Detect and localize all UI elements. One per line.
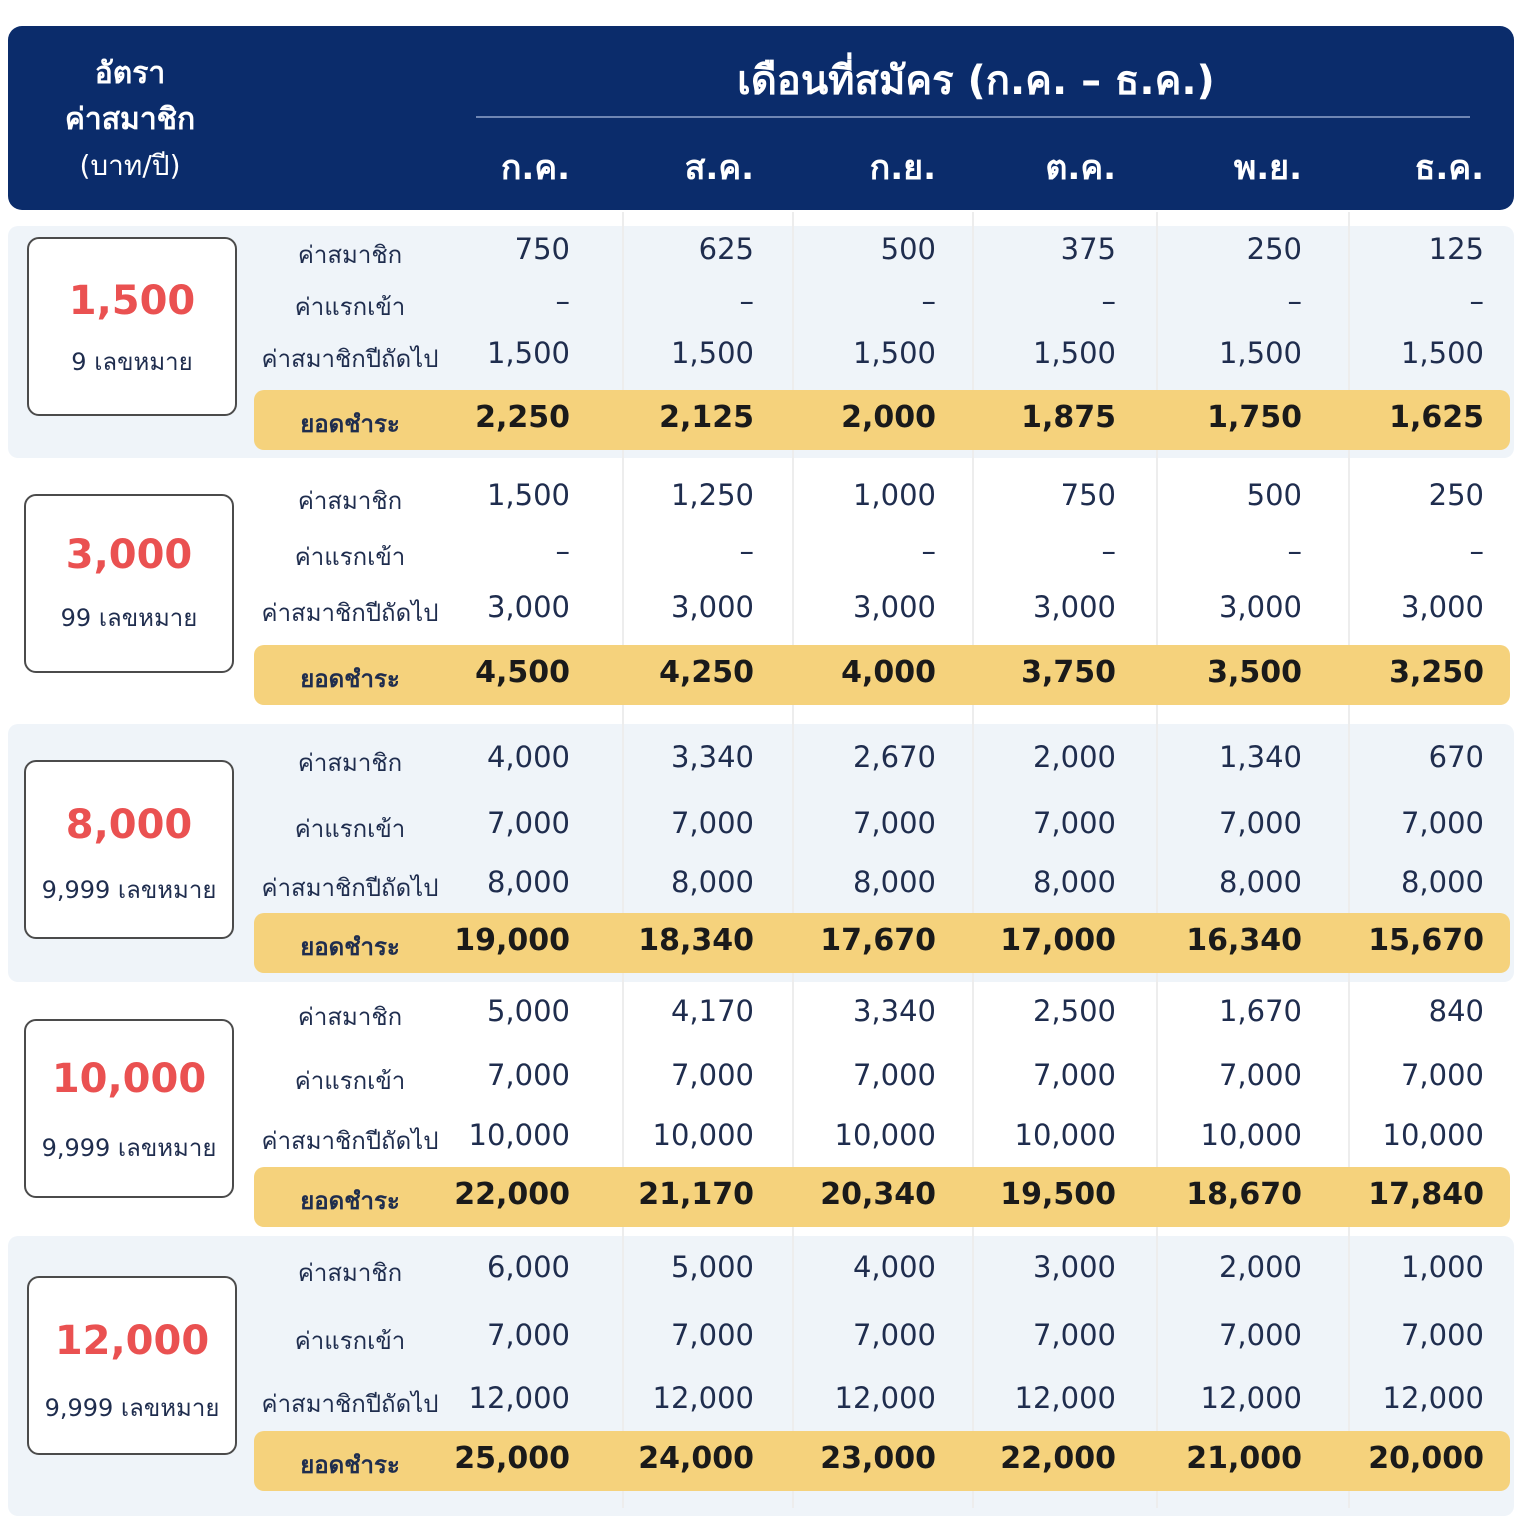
cell-next-year: 12,000 (468, 1381, 570, 1415)
cell-entry: – (555, 534, 570, 568)
cell-next-year: 3,000 (486, 590, 570, 624)
cell-next-year: 8,000 (1400, 865, 1484, 899)
cell-fee: 670 (1428, 740, 1484, 774)
cell-entry: 7,000 (670, 1058, 754, 1092)
number-count: 9,999 เลขหมาย (44, 1394, 220, 1422)
cell-entry: – (921, 284, 936, 318)
row-label-entry: ค่าแรกเข้า (294, 1067, 406, 1095)
cell-next-year: 1,500 (852, 336, 936, 370)
cell-fee: 625 (698, 232, 754, 266)
cell-total: 20,340 (820, 1177, 936, 1212)
row-label-fee: ค่าสมาชิก (297, 1003, 403, 1031)
cell-total: 17,000 (1000, 923, 1116, 958)
cell-entry: 7,000 (852, 806, 936, 840)
rate-box (24, 760, 234, 939)
cell-entry: 7,000 (1400, 1058, 1484, 1092)
cell-fee: 4,170 (670, 994, 754, 1028)
cell-entry: 7,000 (670, 806, 754, 840)
row-label-total: ยอดชำระ (300, 1187, 400, 1215)
cell-entry: 7,000 (486, 1058, 570, 1092)
month-header: ก.ย. (869, 148, 936, 188)
cell-total: 20,000 (1368, 1441, 1484, 1476)
cell-fee: 1,340 (1218, 740, 1302, 774)
cell-next-year: 1,500 (486, 336, 570, 370)
rate-amount: 1,500 (68, 278, 196, 324)
cell-next-year: 8,000 (1032, 865, 1116, 899)
cell-total: 15,670 (1368, 923, 1484, 958)
cell-next-year: 3,000 (1400, 590, 1484, 624)
row-label-entry: ค่าแรกเข้า (294, 1327, 406, 1355)
cell-total: 1,625 (1389, 400, 1484, 435)
cell-entry: 7,000 (1400, 1318, 1484, 1352)
cell-fee: 3,340 (852, 994, 936, 1028)
cell-total: 18,670 (1186, 1177, 1302, 1212)
cell-entry: 7,000 (1032, 1318, 1116, 1352)
cell-next-year: 12,000 (1014, 1381, 1116, 1415)
rate-amount: 3,000 (65, 532, 193, 578)
header-divider (476, 116, 1470, 118)
cell-fee: 1,000 (1400, 1250, 1484, 1284)
cell-total: 23,000 (820, 1441, 936, 1476)
cell-next-year: 1,500 (1400, 336, 1484, 370)
cell-fee: 250 (1428, 478, 1484, 512)
cell-total: 17,670 (820, 923, 936, 958)
number-count: 9 เลขหมาย (71, 348, 193, 376)
cell-total: 2,250 (475, 400, 570, 435)
row-label-next-year: ค่าสมาชิกปีถัดไป (261, 345, 439, 373)
cell-fee: 1,500 (486, 478, 570, 512)
cell-next-year: 3,000 (852, 590, 936, 624)
cell-next-year: 8,000 (670, 865, 754, 899)
month-header: ต.ค. (1045, 148, 1116, 188)
number-count: 9,999 เลขหมาย (41, 1134, 217, 1162)
cell-next-year: 12,000 (1382, 1381, 1484, 1415)
cell-entry: 7,000 (1032, 1058, 1116, 1092)
cell-next-year: 1,500 (1032, 336, 1116, 370)
cell-next-year: 3,000 (1218, 590, 1302, 624)
cell-total: 4,500 (475, 655, 570, 690)
cell-fee: 6,000 (486, 1250, 570, 1284)
rate-amount: 10,000 (51, 1056, 207, 1102)
cell-next-year: 12,000 (834, 1381, 936, 1415)
cell-total: 16,340 (1186, 923, 1302, 958)
cell-entry: – (1469, 284, 1484, 318)
row-label-total: ยอดชำระ (300, 665, 400, 693)
cell-total: 22,000 (1000, 1441, 1116, 1476)
cell-entry: – (739, 284, 754, 318)
cell-total: 19,500 (1000, 1177, 1116, 1212)
cell-fee: 500 (880, 232, 936, 266)
cell-entry: 7,000 (1218, 806, 1302, 840)
cell-entry: 7,000 (1032, 806, 1116, 840)
cell-next-year: 10,000 (834, 1118, 936, 1152)
cell-fee: 2,000 (1032, 740, 1116, 774)
row-label-fee: ค่าสมาชิก (297, 241, 403, 269)
month-header: ธ.ค. (1414, 148, 1484, 188)
cell-total: 21,170 (638, 1177, 754, 1212)
cell-fee: 1,670 (1218, 994, 1302, 1028)
cell-total: 1,875 (1021, 400, 1116, 435)
rate-box (27, 237, 237, 416)
cell-total: 4,000 (841, 655, 936, 690)
row-label-entry: ค่าแรกเข้า (294, 293, 406, 321)
cell-next-year: 3,000 (670, 590, 754, 624)
cell-total: 3,500 (1207, 655, 1302, 690)
row-label-next-year: ค่าสมาชิกปีถัดไป (261, 1127, 439, 1155)
rate-box (27, 1276, 237, 1455)
row-label-next-year: ค่าสมาชิกปีถัดไป (261, 1390, 439, 1418)
cell-entry: – (1101, 284, 1116, 318)
cell-next-year: 8,000 (486, 865, 570, 899)
number-count: 99 เลขหมาย (60, 604, 198, 632)
row-label-entry: ค่าแรกเข้า (294, 543, 406, 571)
cell-fee: 750 (1060, 478, 1116, 512)
cell-next-year: 12,000 (1200, 1381, 1302, 1415)
cell-entry: – (1469, 534, 1484, 568)
cell-next-year: 10,000 (1014, 1118, 1116, 1152)
cell-total: 4,250 (659, 655, 754, 690)
cell-fee: 4,000 (486, 740, 570, 774)
cell-next-year: 10,000 (1200, 1118, 1302, 1152)
cell-entry: 7,000 (852, 1058, 936, 1092)
cell-entry: – (1287, 534, 1302, 568)
cell-fee: 1,250 (670, 478, 754, 512)
cell-fee: 3,000 (1032, 1250, 1116, 1284)
rate-box (24, 1019, 234, 1198)
cell-fee: 5,000 (486, 994, 570, 1028)
cell-total: 25,000 (454, 1441, 570, 1476)
cell-entry: 7,000 (670, 1318, 754, 1352)
row-label-total: ยอดชำระ (300, 1451, 400, 1479)
row-label-fee: ค่าสมาชิก (297, 1259, 403, 1287)
cell-fee: 5,000 (670, 1250, 754, 1284)
rate-amount: 12,000 (54, 1318, 210, 1364)
cell-total: 3,250 (1389, 655, 1484, 690)
row-label-entry: ค่าแรกเข้า (294, 815, 406, 843)
cell-entry: – (921, 534, 936, 568)
cell-entry: 7,000 (1218, 1058, 1302, 1092)
cell-fee: 2,000 (1218, 1250, 1302, 1284)
cell-total: 1,750 (1207, 400, 1302, 435)
number-count: 9,999 เลขหมาย (41, 876, 217, 904)
row-label-fee: ค่าสมาชิก (297, 487, 403, 515)
cell-fee: 375 (1060, 232, 1116, 266)
cell-fee: 125 (1428, 232, 1484, 266)
cell-fee: 750 (514, 232, 570, 266)
cell-entry: 7,000 (1400, 806, 1484, 840)
cell-total: 2,000 (841, 400, 936, 435)
rate-header-line2: ค่าสมาชิก (64, 102, 196, 137)
rate-box (24, 494, 234, 673)
cell-total: 18,340 (638, 923, 754, 958)
row-label-next-year: ค่าสมาชิกปีถัดไป (261, 599, 439, 627)
cell-entry: – (1287, 284, 1302, 318)
row-label-next-year: ค่าสมาชิกปีถัดไป (261, 874, 439, 902)
row-label-total: ยอดชำระ (300, 933, 400, 961)
cell-fee: 4,000 (852, 1250, 936, 1284)
cell-next-year: 1,500 (1218, 336, 1302, 370)
cell-next-year: 3,000 (1032, 590, 1116, 624)
cell-next-year: 10,000 (652, 1118, 754, 1152)
months-title: เดือนที่สมัคร (ก.ค. – ธ.ค.) (737, 58, 1215, 104)
cell-entry: – (1101, 534, 1116, 568)
cell-fee: 250 (1246, 232, 1302, 266)
rate-header-unit: (บาท/ปี) (79, 149, 181, 182)
cell-fee: 840 (1428, 994, 1484, 1028)
cell-fee: 500 (1246, 478, 1302, 512)
cell-fee: 2,500 (1032, 994, 1116, 1028)
cell-next-year: 8,000 (852, 865, 936, 899)
cell-total: 17,840 (1368, 1177, 1484, 1212)
cell-total: 21,000 (1186, 1441, 1302, 1476)
rate-header-line1: อัตรา (94, 56, 166, 91)
cell-entry: 7,000 (852, 1318, 936, 1352)
cell-entry: – (555, 284, 570, 318)
cell-total: 19,000 (454, 923, 570, 958)
month-header: ก.ค. (500, 148, 570, 188)
cell-next-year: 12,000 (652, 1381, 754, 1415)
cell-next-year: 10,000 (468, 1118, 570, 1152)
cell-total: 22,000 (454, 1177, 570, 1212)
cell-fee: 2,670 (852, 740, 936, 774)
cell-next-year: 1,500 (670, 336, 754, 370)
cell-total: 2,125 (659, 400, 754, 435)
cell-fee: 1,000 (852, 478, 936, 512)
cell-fee: 3,340 (670, 740, 754, 774)
row-label-fee: ค่าสมาชิก (297, 749, 403, 777)
cell-total: 24,000 (638, 1441, 754, 1476)
cell-next-year: 8,000 (1218, 865, 1302, 899)
cell-entry: 7,000 (486, 1318, 570, 1352)
row-label-total: ยอดชำระ (300, 410, 400, 438)
month-header: ส.ค. (684, 148, 754, 188)
rate-amount: 8,000 (65, 802, 193, 848)
cell-entry: 7,000 (486, 806, 570, 840)
month-header: พ.ย. (1233, 148, 1302, 188)
cell-next-year: 10,000 (1382, 1118, 1484, 1152)
cell-total: 3,750 (1021, 655, 1116, 690)
cell-entry: – (739, 534, 754, 568)
cell-entry: 7,000 (1218, 1318, 1302, 1352)
